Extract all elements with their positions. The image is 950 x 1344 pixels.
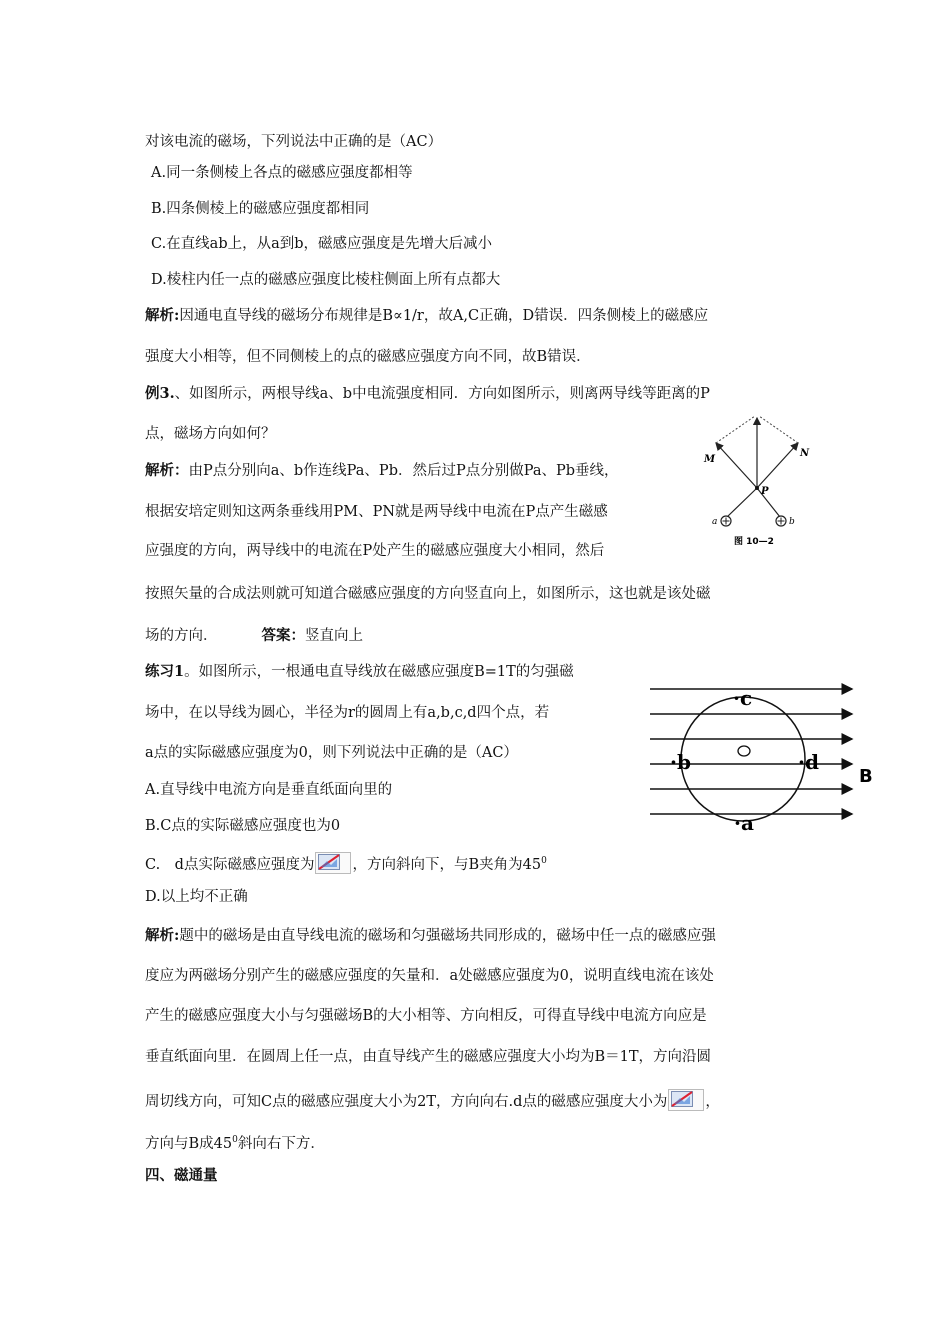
label-a: ·a	[734, 811, 754, 835]
solution-label: 解析	[145, 462, 174, 479]
practice-1-line-1	[145, 662, 574, 682]
solution-2-line-2: 根据安培定则知这两条垂线用PM、PN就是两导线中电流在P点产生磁感	[145, 504, 608, 520]
solution-1-line-2: 强度大小相等，但不同侧棱上的点的磁感应强度方向不同，故B错误．	[145, 349, 591, 365]
label-b: ·b	[670, 750, 691, 774]
option-text: ，方向斜向下，与B夹角为45	[352, 856, 542, 873]
solution-3-line-4: 垂直纸面向里．在圆周上任一点，由直导线产生的磁感应强度大小均为B＝1T，方向沿圆	[145, 1049, 712, 1065]
practice-option-d: D.以上均不正确	[145, 889, 248, 905]
practice-1-line-2: 场中，在以导线为圆心，半径为r的圆周上有a,b,c,d四个点，若	[145, 705, 550, 721]
punctuation: ，	[705, 1094, 720, 1110]
option-text: C. d点实际磁感应强度为	[145, 856, 315, 873]
practice-option-a: A.直导线中电流方向是垂直纸面向里的	[145, 782, 393, 798]
dashed-line-m	[716, 416, 755, 443]
solution-label: 解析	[145, 927, 174, 944]
label-field-b: B	[859, 766, 873, 787]
label-m: M	[704, 454, 716, 465]
option-d: D.棱柱内任一点的磁感应强度比棱柱侧面上所有点都大	[151, 272, 501, 288]
solution-2-line-4: 按照矢量的合成法则就可知道合磁感应强度的方向竖直向上，如图所示，这也就是该处磁	[145, 586, 711, 602]
solution-text: 由P点分别向a、b作连线Pa、Pb．然后过P点分别做Pa、Pb垂线，	[188, 463, 619, 479]
colon: :	[174, 927, 180, 944]
solution-text: 场的方向．	[145, 628, 218, 644]
example-label: 例3.	[145, 385, 175, 402]
solution-2-line-1	[145, 461, 619, 481]
solution-text: 因通电直导线的磁场分布规律是B∝1/r，故A,C正确，D错误．四条侧棱上的磁感应	[179, 308, 709, 324]
dashed-line-n	[759, 416, 798, 443]
line-pa	[727, 488, 757, 517]
solution-text: 周切线方向，可知C点的磁感应强度大小为2T，方向向右.d点的磁感应强度大小为	[145, 1094, 668, 1110]
solution-3-line-3: 产生的磁感应强度大小与匀强磁场B的大小相等、方向相反，可得直导线中电流方向应是	[145, 1008, 707, 1024]
solution-text: 题中的磁场是由直导线电流的磁场和匀强磁场共同形成的，磁场中任一点的磁感应强	[179, 928, 716, 944]
solution-1-line-1	[145, 306, 708, 326]
field-circle-figure	[645, 680, 880, 835]
option-a: A.同一条侧棱上各点的磁感应强度都相等	[151, 165, 413, 181]
colon: ：	[290, 627, 305, 644]
label-a: a	[712, 517, 718, 527]
solution-3-line-5	[145, 1089, 720, 1112]
practice-1-line-3: a点的实际磁感应强度为0，则下列说法中正确的是（AC）	[145, 745, 518, 761]
label-b: b	[789, 517, 795, 527]
solution-text: 斜向右下方．	[237, 1135, 325, 1152]
circle	[681, 697, 805, 821]
figure-caption: 图 10—2	[734, 537, 774, 547]
option-b: B.四条侧棱上的磁感应强度都相同	[151, 201, 370, 217]
superscript: 0	[541, 856, 547, 866]
point-p	[755, 486, 759, 490]
vector-pm	[716, 443, 757, 488]
label-c: ·c	[733, 686, 753, 710]
example-3-line-2: 点，磁场方向如何？	[145, 426, 276, 442]
label-d: ·d	[798, 750, 819, 774]
wire-center-icon	[738, 746, 750, 756]
solution-3-line-2: 度应为两磁场分别产生的磁感应强度的矢量和．a处磁感应强度为0，说明直线电流在该处	[145, 968, 714, 984]
example-3-line-1	[145, 384, 710, 404]
practice-option-c	[145, 851, 547, 875]
practice-text: 。如图所示，一根通电直导线放在磁感应强度B=1T的匀强磁	[184, 664, 574, 680]
vector-pn	[757, 443, 798, 488]
question-intro: 对该电流的磁场，下列说法中正确的是（AC）	[145, 134, 443, 150]
superscript: 0	[232, 1135, 238, 1145]
label-p: P	[761, 486, 769, 497]
figure-10-2	[692, 410, 822, 555]
solution-3-line-6	[145, 1130, 325, 1154]
solution-text: 方向与B成45	[145, 1135, 233, 1152]
broken-formula-image-icon	[668, 1089, 704, 1111]
label-n: N	[800, 448, 810, 459]
practice-label: 练习1	[145, 663, 185, 680]
broken-formula-image-icon	[315, 852, 351, 874]
colon: ：	[174, 462, 189, 479]
colon: :	[174, 307, 180, 324]
answer-text: 竖直向上	[305, 628, 363, 644]
solution-2-line-3: 应强度的方向，两导线中的电流在P处产生的磁感应强度大小相同，然后	[145, 543, 605, 559]
option-c: C.在直线ab上，从a到b，磁感应强度是先增大后减小	[151, 236, 493, 252]
practice-option-b: B.C点的实际磁感应强度也为0	[145, 818, 341, 834]
solution-label: 解析	[145, 307, 174, 324]
section-heading: 四、磁通量	[145, 1167, 218, 1184]
solution-3-line-1	[145, 926, 716, 946]
solution-2-line-5	[145, 626, 363, 646]
answer-label: 答案	[261, 627, 291, 644]
example-text: 、如图所示，两根导线a、b中电流强度相同．方向如图所示，则离两导线等距离的P	[174, 386, 710, 402]
